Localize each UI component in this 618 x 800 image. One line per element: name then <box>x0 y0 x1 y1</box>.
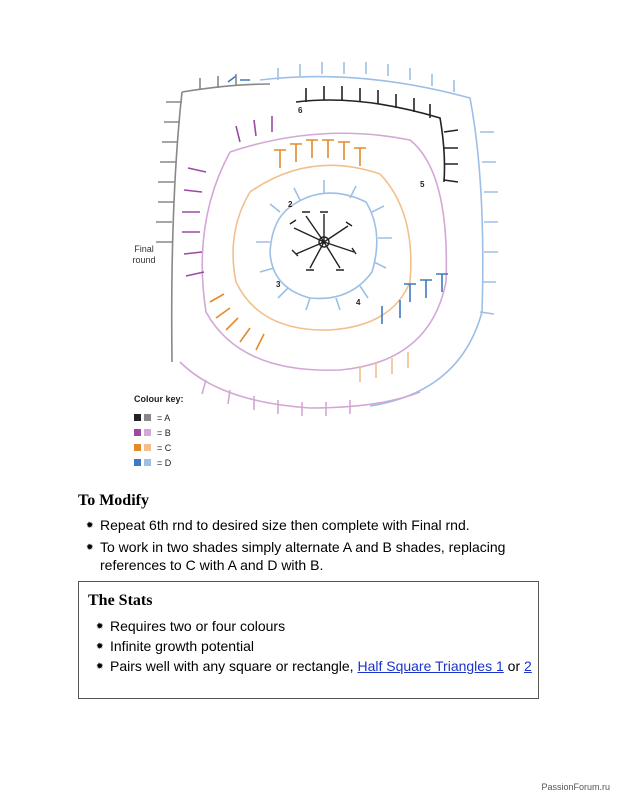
modify-item-text: To work in two shades simply alternate A and B shades, replacing references to C with A and D with B. <box>100 539 506 573</box>
swatch-dark <box>134 459 141 466</box>
chart-final-round-orange <box>360 352 408 382</box>
stats-item-prefix: Pairs well with any square or rectangle, <box>110 658 358 674</box>
modify-heading: To Modify <box>78 492 149 509</box>
bullet-icon: ✹ <box>96 641 104 651</box>
stats-list <box>96 617 536 677</box>
stats-item-text: Infinite growth potential <box>110 638 254 654</box>
swatch-dark <box>134 414 141 421</box>
list-item <box>96 617 536 635</box>
bullet-icon: ✹ <box>96 661 104 671</box>
colour-key-letter: = B <box>157 427 171 438</box>
round-3-label: 3 <box>276 280 281 289</box>
modify-list <box>86 516 556 578</box>
colour-key <box>134 394 254 470</box>
list-item <box>96 657 536 675</box>
chart-round-b-dark <box>182 116 272 276</box>
swatch-light <box>144 444 151 451</box>
colour-key-row-a <box>134 410 254 425</box>
watermark-footer: PassionForum.ru <box>541 782 610 792</box>
chart-round-c-inner <box>233 165 411 330</box>
colour-key-row-b <box>134 425 254 440</box>
stats-box <box>78 581 539 699</box>
list-item <box>96 637 536 655</box>
swatch-light <box>144 429 151 436</box>
chart-round-d-outer <box>260 62 498 406</box>
colour-key-letter: = C <box>157 442 172 453</box>
bullet-icon: ✹ <box>96 621 104 631</box>
stats-heading: The Stats <box>88 592 153 609</box>
list-item <box>86 538 556 574</box>
round-5-label: 5 <box>420 180 425 189</box>
round-6-label: 6 <box>298 106 303 115</box>
chart-round-d-dark <box>228 76 448 324</box>
colour-key-row-d <box>134 455 254 470</box>
bullet-icon: ✹ <box>86 542 94 552</box>
round-2-label: 2 <box>288 200 293 209</box>
half-square-triangles-1-link[interactable]: Half Square Triangles 1 <box>357 658 504 674</box>
chart-round-b-inner <box>202 133 446 370</box>
list-item <box>86 516 556 534</box>
crochet-chart <box>110 62 510 502</box>
colour-key-letter: = D <box>157 457 172 468</box>
half-square-triangles-2-link[interactable]: 2 <box>524 658 532 674</box>
swatch-light <box>144 459 151 466</box>
chart-final-round-grey <box>156 74 270 362</box>
final-round-label: Final round <box>132 244 156 265</box>
stats-item-text <box>110 657 532 675</box>
colour-key-letter: = A <box>157 412 171 423</box>
colour-key-title: Colour key: <box>134 394 184 404</box>
colour-key-row-c <box>134 440 254 455</box>
stats-item-text: Requires two or four colours <box>110 618 286 634</box>
swatch-light <box>144 414 151 421</box>
center-label: a <box>321 237 326 246</box>
modify-item-text: Repeat 6th rnd to desired size then complete with Final rnd. <box>100 517 470 533</box>
swatch-dark <box>134 444 141 451</box>
swatch-dark <box>134 429 141 436</box>
bullet-icon: ✹ <box>86 520 94 530</box>
stats-item-mid: or <box>503 658 524 674</box>
round-4-label: 4 <box>356 298 361 307</box>
